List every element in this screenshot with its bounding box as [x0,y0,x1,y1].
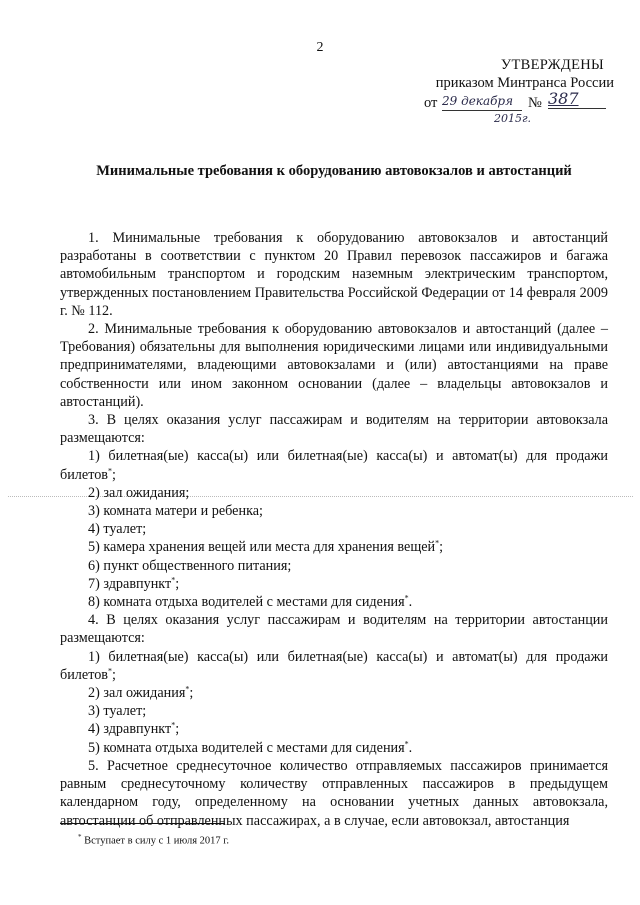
list-item: 5) комната отдыха водителей с местами для сидения*. [88,738,413,756]
document-body [60,229,608,830]
paragraph: 3. В целях оказания услуг пассажирам и водителям на территории автовокзала размещаются: [60,412,608,447]
document-title: Минимальные требования к оборудованию автовокзалов и автостанций [96,163,572,179]
approval-number: 387 [548,90,606,109]
list-item: 4) здравпункт*; [88,720,180,738]
approval-title: УТВЕРЖДЕНЫ [500,57,604,73]
list-item: 5) камера хранения вещей или места для хранения вещей*; [88,538,444,556]
footnote-mark: * [185,684,190,694]
paragraph: 2. Минимальные требования к оборудованию автовокзалов и автостанций (далее – Требования) обязательны для выполнения юридическими лицами или индивидуальными предпринимателями, владеющими автовокзалами и (или) автостанциями на праве собственности или ином законном основании (далее – владельцы автовокзалов и автостанций). [60,321,608,410]
footnote-mark: * [171,575,176,585]
footnote-text: Вступает в силу с 1 июля 2017 г. [84,835,230,847]
list-item: 2) зал ожидания*; [88,684,194,702]
footnote-divider [60,823,225,824]
paragraph: 5. Расчетное среднесуточное количество отправляемых пассажиров принимается равным среднесуточному количеству отправленных пассажиров в предыдущем календарном году, определенному на основании учетных данных автовокзала, автостанции об отправленных пассажирах, а в случае, если автовокзал, автостанция [60,757,608,829]
footnote-mark: * [171,720,176,730]
footnote-mark: * [435,538,440,548]
footnote-mark: * [108,666,112,676]
list-item: 3) туалет; [88,703,147,720]
list-item: 3) комната матери и ребенка; [88,503,263,520]
list-item: 1) билетная(ые) касса(ы) или билетная(ые) касса(ы) и автомат(ы) для продажи билетов*; [60,648,608,683]
approval-number-label: № [528,95,542,111]
footnote-mark: * [404,593,409,603]
list-item: 2) зал ожидания; [88,484,190,501]
list-item: 8) комната отдыха водителей с местами для сидения*. [88,593,413,611]
approval-date: 29 декабря [442,92,522,111]
list-item: 7) здравпункт*; [88,575,180,592]
approval-date-line [424,89,614,114]
list-item: 6) пункт общественного питания; [88,557,292,574]
footnote [78,833,229,847]
paragraph: 4. В целях оказания услуг пассажирам и водителям на территории автостанции размещаются: [60,612,608,647]
approval-from-label: от [424,95,438,111]
footnote-mark: * [108,465,112,475]
footnote-mark: * [404,738,409,748]
list-item: 4) туалет; [88,521,147,538]
approval-block [424,56,614,114]
paragraph: 1. Минимальные требования к оборудованию автовокзалов и автостанций разработаны в соответствии с пунктом 20 Правил перевозок пассажиров и багажа автомобильным транспортом и городским наземным электрическим транспортом, утвержденных постановлением Правительства Российской Федерации от 14 февраля 2009 г. № 112. [60,230,608,319]
footnote-mark: * [78,833,82,841]
list-item: 1) билетная(ые) касса(ы) или билетная(ые) касса(ы) и автомат(ы) для продажи билетов*; [60,448,608,483]
page-number: 2 [316,40,324,55]
approval-order: приказом Минтранса России [435,75,614,91]
approval-year: 2015г. [494,112,532,125]
